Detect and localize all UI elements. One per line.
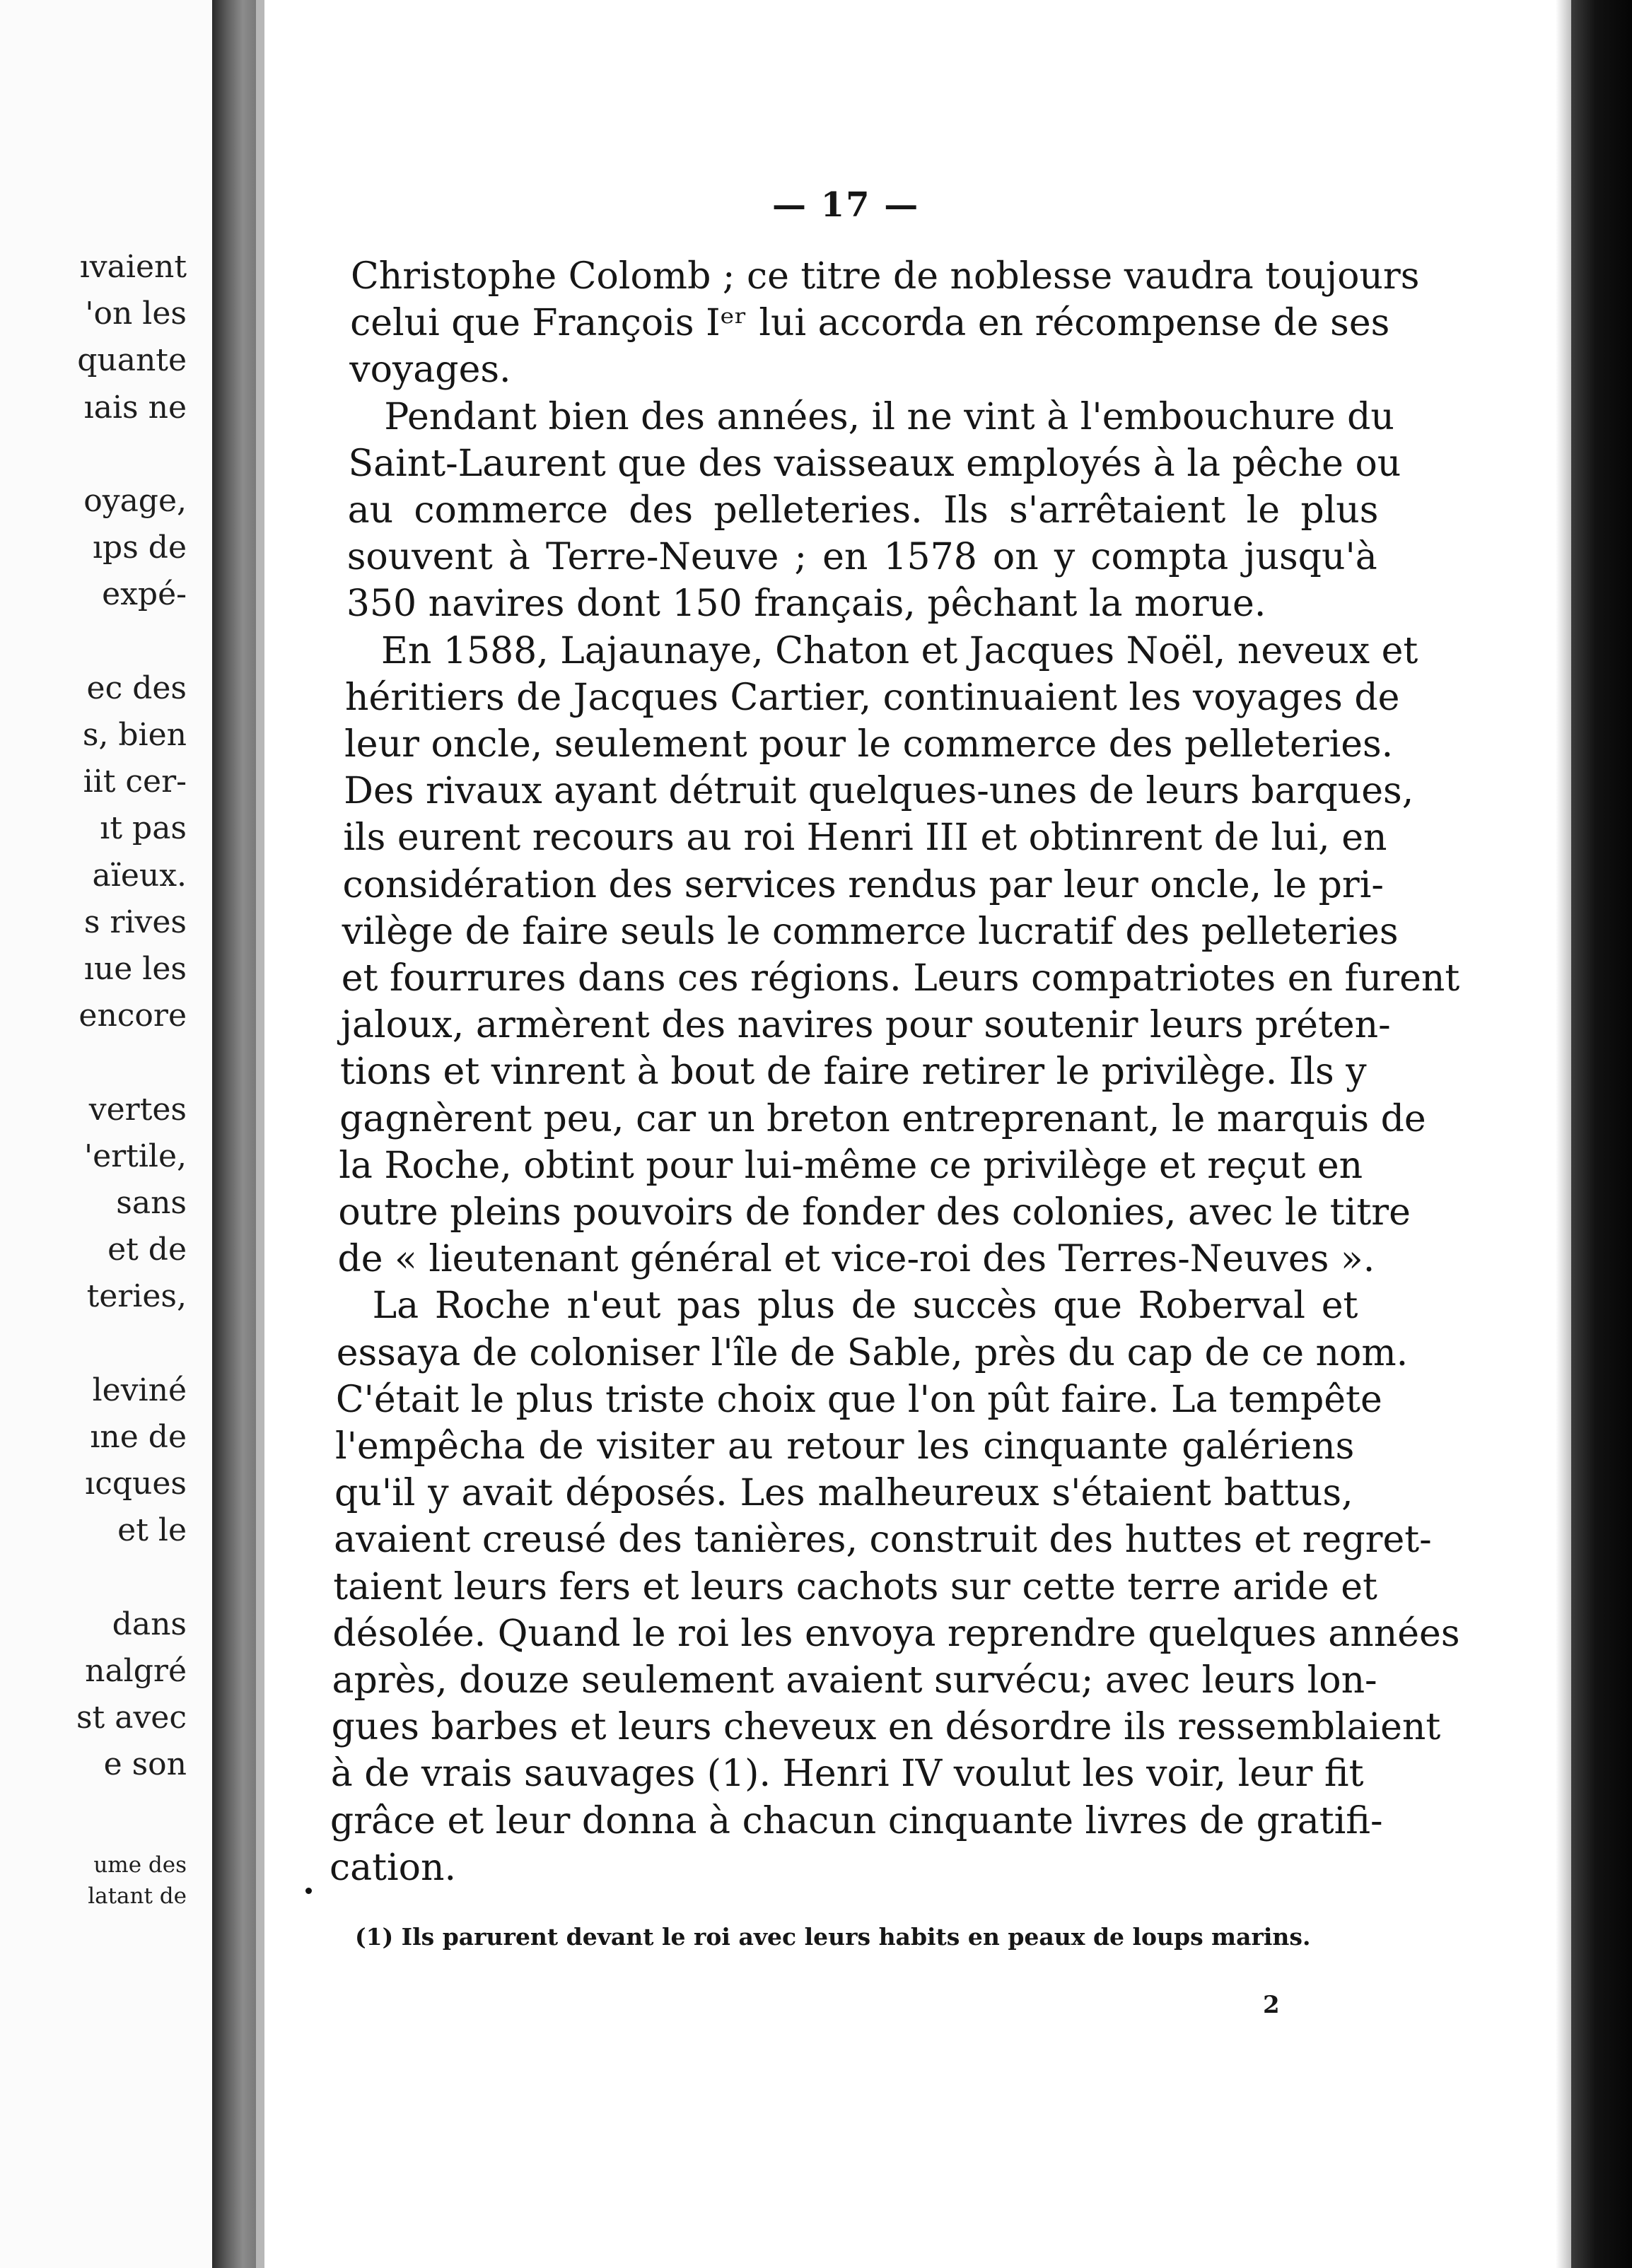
text-line: essaya de coloniser l'île de Sable, près du cap de ce nom.	[336, 1331, 1409, 1374]
text-line: désolée. Quand le roi les envoya reprendre quelques années	[332, 1612, 1460, 1655]
facing-page-line: oyage,	[83, 483, 187, 519]
facing-page-line: et de	[107, 1232, 187, 1268]
text-line: leur oncle, seulement pour le commerce des pelleteries.	[344, 723, 1394, 766]
text-line: Des rivaux ayant détruit quelques-unes de leurs barques,	[344, 770, 1414, 813]
facing-page-line: sans	[116, 1185, 187, 1221]
text-line: héritiers de Jacques Cartier, continuaient les voyages de	[345, 676, 1400, 719]
text-line: taient leurs fers et leurs cachots sur cette terre aride et	[333, 1565, 1377, 1608]
text-line: ils eurent recours au roi Henri III et obtinrent de lui, en	[343, 817, 1387, 860]
facing-page-line: encore	[78, 998, 187, 1034]
text-line: gagnèrent peu, car un breton entreprenant, le marquis de	[339, 1097, 1426, 1140]
text-line: après, douze seulement avaient survécu; avec leurs lon-	[332, 1659, 1377, 1702]
text-line: En 1588, Lajaunaye, Chaton et Jacques Noël, neveux et	[380, 629, 1418, 672]
text-line: la Roche, obtint pour lui-même ce privilège et reçut en	[339, 1144, 1363, 1187]
facing-page-line: expé-	[102, 576, 187, 613]
book-gutter	[212, 0, 256, 2268]
facing-page-line: ıps de	[92, 530, 187, 566]
text-line: jaloux, armèrent des navires pour soutenir leurs préten-	[340, 1004, 1391, 1047]
footnote: (1) Ils parurent devant le roi avec leurs habits en peaux de loups marins.	[355, 1923, 1311, 1951]
text-line: à de vrais sauvages (1). Henri IV voulut les voir, leur fit	[330, 1753, 1364, 1796]
facing-page-line: vertes	[88, 1091, 187, 1128]
text-line: au commerce des pelleteries. Ils s'arrêtaient le plus	[347, 489, 1379, 532]
text-line: Pendant bien des années, il ne vint à l'embouchure du	[384, 395, 1394, 438]
facing-page-line: nalgré	[85, 1653, 187, 1689]
text-line: vilège de faire seuls le commerce lucratif des pelleteries	[342, 910, 1399, 953]
facing-page-line: ıue les	[83, 951, 187, 987]
facing-page-line: iit cer-	[83, 764, 187, 800]
text-line: voyages.	[349, 349, 511, 392]
facing-page-line: quante	[77, 342, 187, 379]
text-line: et fourrures dans ces régions. Leurs compatriotes en furent	[341, 957, 1460, 1000]
facing-page-line: aïeux.	[92, 857, 187, 894]
book-gutter-edge	[256, 0, 264, 2268]
facing-page-line: ıais ne	[83, 389, 187, 426]
facing-page-line: s, bien	[82, 717, 187, 753]
text-line: de « lieutenant général et vice-roi des Terres-Neuves ».	[337, 1238, 1375, 1281]
facing-page-line: dans	[112, 1606, 187, 1642]
text-line: tions et vinrent à bout de faire retirer le privilège. Ils y	[340, 1051, 1367, 1094]
book-cover-edge	[1571, 0, 1632, 2268]
facing-page-line: st avec	[76, 1700, 187, 1736]
facing-page-line: et le	[117, 1512, 187, 1549]
text-line: avaient creusé des tanières, construit des huttes et regret-	[334, 1519, 1432, 1562]
facing-page-footnote-line: ume des	[93, 1852, 187, 1878]
facing-page-line: teries,	[86, 1278, 187, 1315]
text-line: celui que François Iᵉʳ lui accorda en récompense de ses	[350, 302, 1390, 345]
text-line: qu'il y avait déposés. Les malheureux s'étaient battus,	[334, 1472, 1353, 1515]
text-line: cation.	[330, 1846, 456, 1889]
ink-speck	[305, 1888, 312, 1894]
facing-page-line: e son	[103, 1746, 187, 1783]
text-line: considération des services rendus par leur oncle, le pri-	[342, 863, 1384, 906]
page-number: — 17 —	[772, 185, 920, 225]
text-line: 350 navires dont 150 français, pêchant la morue.	[346, 583, 1266, 626]
facing-page-line: 'ertile,	[83, 1138, 187, 1174]
facing-page-fragment	[0, 0, 212, 2268]
facing-page-line: ec des	[86, 670, 187, 706]
facing-page-line: ıcques	[85, 1466, 187, 1502]
text-line: Christophe Colomb ; ce titre de noblesse vaudra toujours	[351, 255, 1420, 298]
text-line: grâce et leur donna à chacun cinquante livres de gratifi-	[330, 1799, 1383, 1842]
text-line: outre pleins pouvoirs de fonder des colonies, avec le titre	[338, 1191, 1411, 1234]
facing-page-line: ıne de	[90, 1419, 187, 1455]
facing-page-line: ıt pas	[100, 810, 187, 847]
facing-page-line: 'on les	[85, 296, 187, 332]
facing-page-footnote-line: latant de	[88, 1883, 187, 1909]
text-line: Saint-Laurent que des vaisseaux employés à la pêche ou	[348, 442, 1401, 485]
signature-mark: 2	[1263, 1991, 1280, 2019]
facing-page-line: ıvaient	[79, 249, 187, 285]
facing-page-line: leviné	[92, 1372, 187, 1408]
text-line: l'empêcha de visiter au retour les cinquante galériens	[334, 1425, 1355, 1468]
text-line: gues barbes et leurs cheveux en désordre ils ressemblaient	[331, 1706, 1441, 1749]
text-line: La Roche n'eut pas plus de succès que Roberval et	[372, 1285, 1358, 1328]
facing-page-line: s rives	[83, 904, 187, 940]
text-line: souvent à Terre-Neuve ; en 1578 on y compta jusqu'à	[346, 536, 1377, 579]
text-line: C'était le plus triste choix que l'on pût faire. La tempête	[335, 1378, 1382, 1421]
page-edge-shadow	[1556, 0, 1571, 2268]
